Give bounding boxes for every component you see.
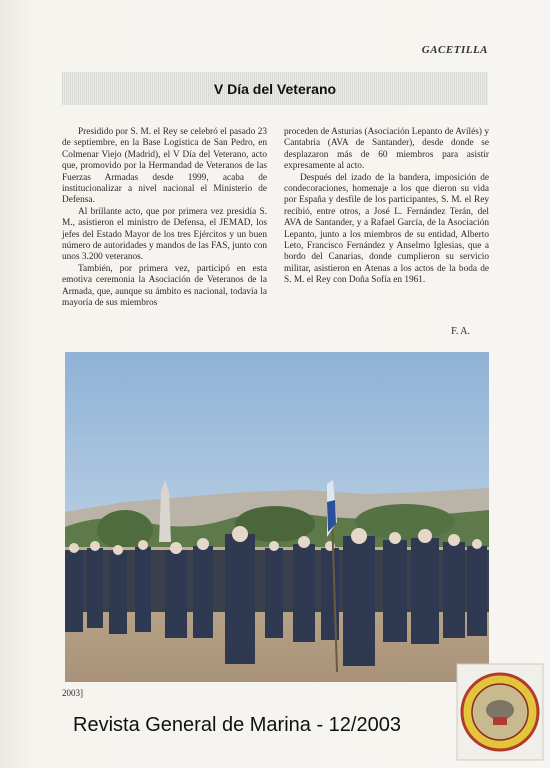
- article-title: V Día del Veterano: [213, 80, 337, 97]
- article-column-left: [62, 127, 267, 310]
- paragraph: Al brillante acto, que por primera vez presidía S. M., asistieron el ministro de Defensa, el JEMAD, los jefes del Estado Mayor de los tres Ejércitos y un buen número de autoridades y mandos de las FAS, junto con unos 3.200 veteranos.: [62, 206, 267, 263]
- veterans-ceremony-photo: [65, 352, 489, 682]
- section-header: GACETILLA: [421, 44, 488, 56]
- paragraph: También, por primera vez, participó en esta emotiva ceremonia la Asociación de Veteranos de la Armada, que, aunque su ámbito es nacional, todavía la mayoría de sus miembros: [62, 263, 267, 309]
- article-title-banner: [62, 72, 488, 105]
- association-seal-logo: [455, 662, 545, 762]
- author-signature: F. A.: [451, 326, 470, 337]
- paragraph: proceden de Asturias (Asociación Lepanto de Avilés) y Cantabria (AVA de Santander), desde donde se desplazaron más de 60 miembros para asistir expresamente al acto.: [284, 127, 489, 172]
- publication-caption: Revista General de Marina - 12/2003: [73, 714, 401, 736]
- paragraph: Presidido por S. M. el Rey se celebró el pasado 23 de septiembre, en la Base Logística de San Pedro, en Colmenar Viejo (Madrid), el V Día del Veterano, acto que, promovido por la Hermandad de Veteranos de las Fuerzas Armadas desde 1999, acaba de institucionalizar a nivel nacional el Ministerio de Defensa.: [62, 127, 267, 206]
- page-number-left: 2003]: [62, 688, 83, 698]
- article-column-right: [284, 127, 489, 287]
- paragraph: Después del izado de la bandera, imposición de condecoraciones, homenaje a los que dieron su vida por España y desfile de los participantes, S. M. el Rey recibió, entre otros, a José L. Fernández Terán, del AVA de Santander, y a Rafael García, de la Asociación Lepanto, junto a los miembros de su entidad, Alberto Leto, Francisco Fernández y Anselmo Iglesias, que a bordo del Canarias, donde cumplieron su servicio militar, asistieron en Atenas a los actos de la boda de S. M. el Rey con Doña Sofía en 1961.: [284, 172, 489, 286]
